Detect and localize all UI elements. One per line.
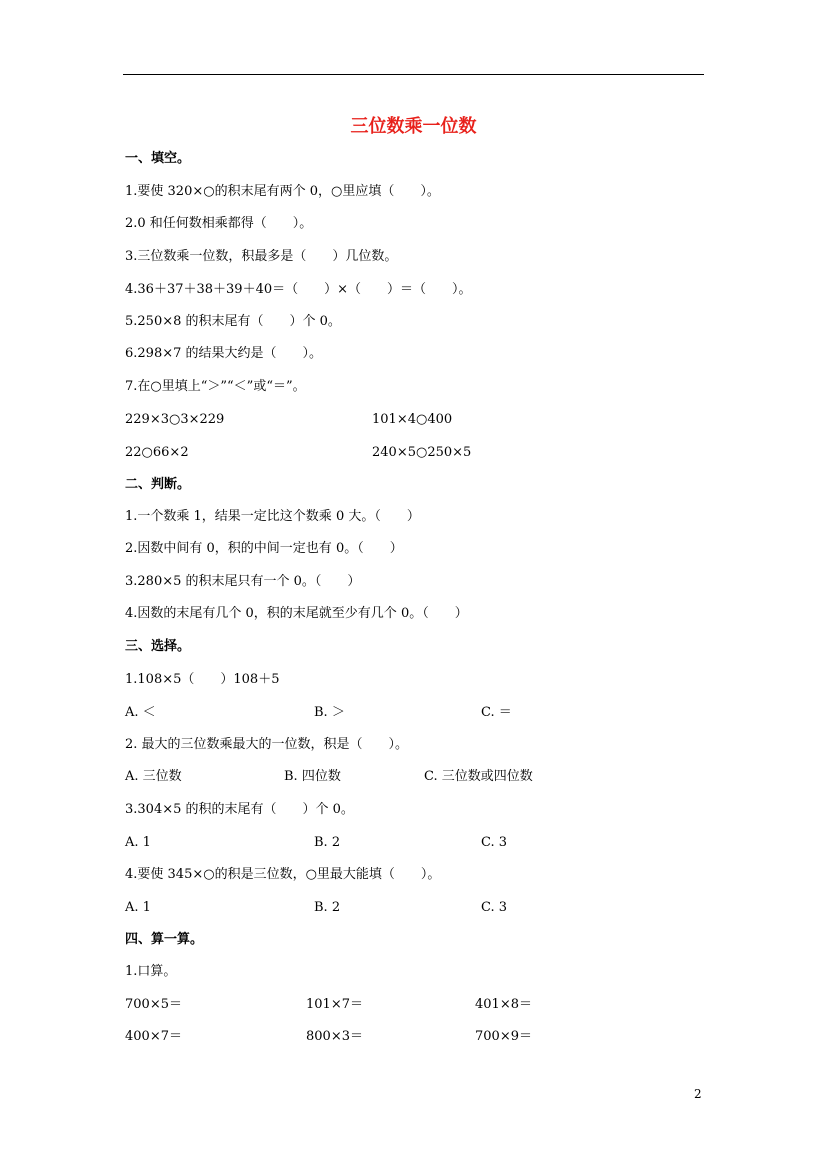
question-1-5: 5.250×8 的积末尾有（ ）个 0。 <box>125 314 341 329</box>
option-b: B. ＞ <box>314 705 345 720</box>
calc-item: 400×7＝ <box>125 1029 182 1044</box>
question-3-4: 4.要使 345×○的积是三位数，○里最大能填（ ）。 <box>125 867 441 882</box>
question-3-3: 3.304×5 的积的末尾有（ ）个 0。 <box>125 802 354 817</box>
option-b: B. 2 <box>314 835 341 850</box>
question-1-6: 6.298×7 的结果大约是（ ）。 <box>125 346 323 361</box>
compare-item: 22○66×2 <box>125 445 189 460</box>
option-c: C. 三位数或四位数 <box>424 769 533 784</box>
question-1-2: 2.0 和任何数相乘都得（ ）。 <box>125 216 313 231</box>
header-rule <box>123 74 704 75</box>
compare-item: 240×5○250×5 <box>372 445 472 460</box>
option-b: B. 2 <box>314 900 341 915</box>
question-3-1: 1.108×5（ ）108＋5 <box>125 672 280 687</box>
page-number: 2 <box>694 1087 702 1101</box>
section-heading-fill-blank: 一、填空。 <box>125 151 191 166</box>
option-c: C. 3 <box>481 900 508 915</box>
question-3-2: 2. 最大的三位数乘最大的一位数，积是（ ）。 <box>125 737 409 752</box>
option-a: A. 1 <box>125 900 151 915</box>
calc-item: 101×7＝ <box>306 997 363 1012</box>
question-2-3: 3.280×5 的积末尾只有一个 0。（ ） <box>125 574 361 589</box>
question-2-1: 1.一个数乘 1，结果一定比这个数乘 0 大。（ ） <box>125 509 420 524</box>
calc-item: 401×8＝ <box>475 997 532 1012</box>
question-2-2: 2.因数中间有 0，积的中间一定也有 0。（ ） <box>125 541 403 556</box>
compare-item: 101×4○400 <box>372 412 453 427</box>
calc-item: 700×9＝ <box>475 1029 532 1044</box>
compare-item: 229×3○3×229 <box>125 412 225 427</box>
calc-item: 800×3＝ <box>306 1029 363 1044</box>
page-title: 三位数乘一位数 <box>350 116 477 137</box>
option-a: A. ＜ <box>125 705 156 720</box>
subsection-oral-calc: 1.口算。 <box>125 964 177 979</box>
option-b: B. 四位数 <box>284 769 341 784</box>
section-heading-calc: 四、算一算。 <box>125 932 204 947</box>
section-heading-judge: 二、判断。 <box>125 477 191 492</box>
option-c: C. 3 <box>481 835 508 850</box>
question-1-1: 1.要使 320×○的积末尾有两个 0，○里应填（ ）。 <box>125 184 440 199</box>
option-a: A. 1 <box>125 835 151 850</box>
question-1-4: 4.36＋37＋38＋39＋40＝（ ）×（ ）＝（ ）。 <box>125 282 472 297</box>
option-c: C. ＝ <box>481 705 512 720</box>
question-1-7: 7.在○里填上“＞”“＜”或“＝”。 <box>125 379 306 394</box>
question-2-4: 4.因数的末尾有几个 0，积的末尾就至少有几个 0。（ ） <box>125 606 468 621</box>
calc-item: 700×5＝ <box>125 997 182 1012</box>
option-a: A. 三位数 <box>125 769 182 784</box>
question-1-3: 3.三位数乘一位数，积最多是（ ）几位数。 <box>125 249 398 264</box>
section-heading-choice: 三、选择。 <box>125 639 191 654</box>
